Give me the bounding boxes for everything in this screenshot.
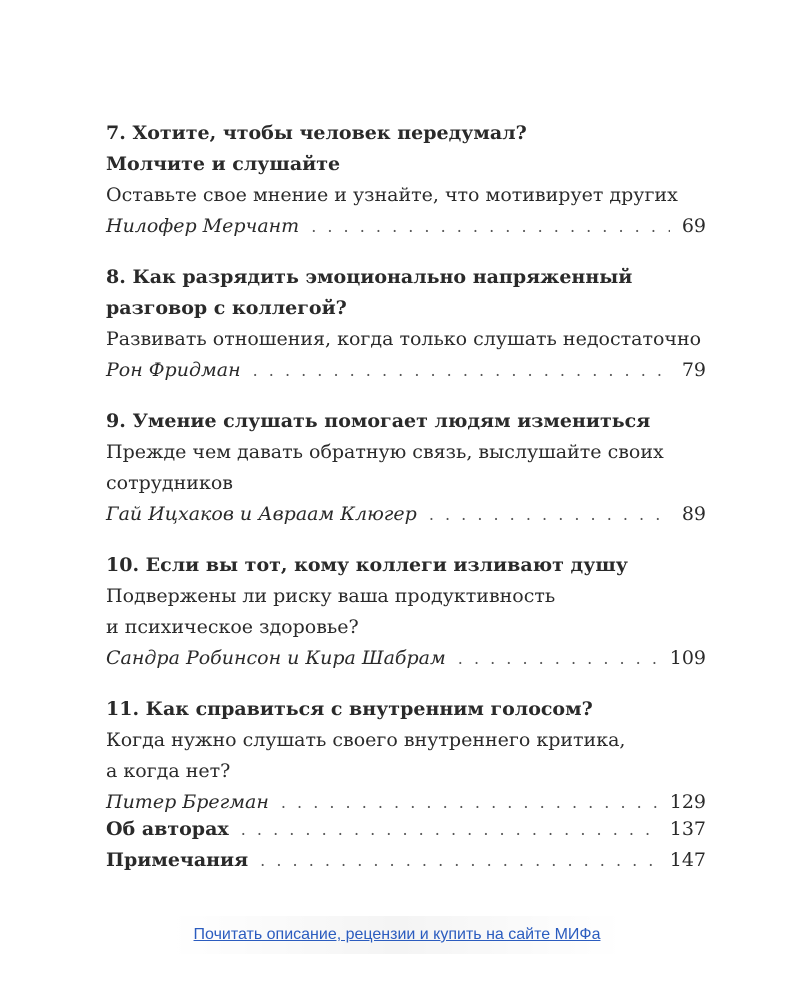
- page-number: 69: [681, 215, 706, 237]
- page-number: 137: [669, 818, 706, 840]
- chapter-title: Молчите и слушайте: [106, 153, 341, 175]
- chapter-title: 10. Если вы тот, кому коллеги изливают душу: [106, 554, 628, 576]
- page-number: 89: [681, 503, 706, 525]
- chapter-subtitle: Оставьте свое мнение и узнайте, что мотивирует других: [106, 184, 678, 206]
- chapter-subtitle: Прежде чем давать обратную связь, выслушайте своих: [106, 441, 664, 463]
- page-number: 109: [669, 647, 706, 669]
- buy-link[interactable]: Почитать описание, рецензии и купить на сайте МИФа: [193, 926, 601, 943]
- chapter-subtitle: Когда нужно слушать своего внутреннего критика,: [106, 729, 626, 751]
- chapter-subtitle: сотрудников: [106, 472, 233, 494]
- page-number: 79: [681, 359, 706, 381]
- dot-leader: [260, 846, 658, 876]
- toc-entry: [106, 694, 706, 818]
- chapter-author: Питер Брегман: [106, 791, 269, 813]
- dot-leader: [311, 211, 670, 242]
- chapter-subtitle: Развивать отношения, когда только слушать недостаточно: [106, 328, 702, 350]
- chapter-author: Сандра Робинсон и Кира Шабрам: [106, 647, 446, 669]
- chapter-title: 11. Как справиться с внутренним голосом?: [106, 698, 593, 720]
- chapter-title: 8. Как разрядить эмоционально напряженный: [106, 266, 633, 288]
- chapter-title: разговор с коллегой?: [106, 297, 347, 319]
- back-matter-line: [106, 845, 706, 876]
- author-line: [106, 355, 706, 386]
- author-line: [106, 499, 706, 530]
- dot-leader: [241, 815, 658, 845]
- page-number: 147: [669, 849, 706, 871]
- chapter-title: 9. Умение слушать помогает людям измениться: [106, 410, 651, 432]
- chapter-author: Гай Ицхаков и Авраам Клюгер: [106, 503, 417, 525]
- dot-leader: [253, 355, 670, 386]
- back-matter-label: Об авторах: [106, 818, 229, 840]
- author-line: [106, 643, 706, 674]
- dot-leader: [429, 499, 670, 530]
- chapter-author: Рон Фридман: [106, 359, 241, 381]
- toc-entry: [106, 550, 706, 674]
- footer-link-bar: [172, 916, 622, 954]
- back-matter: [106, 814, 706, 876]
- chapter-subtitle: а когда нет?: [106, 760, 231, 782]
- chapter-author: Нилофер Мерчант: [106, 215, 300, 237]
- chapter-subtitle: и психическое здоровье?: [106, 616, 359, 638]
- toc-entry: [106, 118, 706, 242]
- chapter-subtitle: Подвержены ли риску ваша продуктивность: [106, 585, 556, 607]
- dot-leader: [458, 643, 658, 674]
- author-line: [106, 211, 706, 242]
- page-number: 129: [669, 791, 706, 813]
- toc-entry: [106, 406, 706, 530]
- back-matter-line: [106, 814, 706, 845]
- toc-entry: [106, 262, 706, 386]
- back-matter-label: Примечания: [106, 849, 249, 871]
- table-of-contents: [106, 118, 706, 838]
- chapter-title: 7. Хотите, чтобы человек передумал?: [106, 122, 527, 144]
